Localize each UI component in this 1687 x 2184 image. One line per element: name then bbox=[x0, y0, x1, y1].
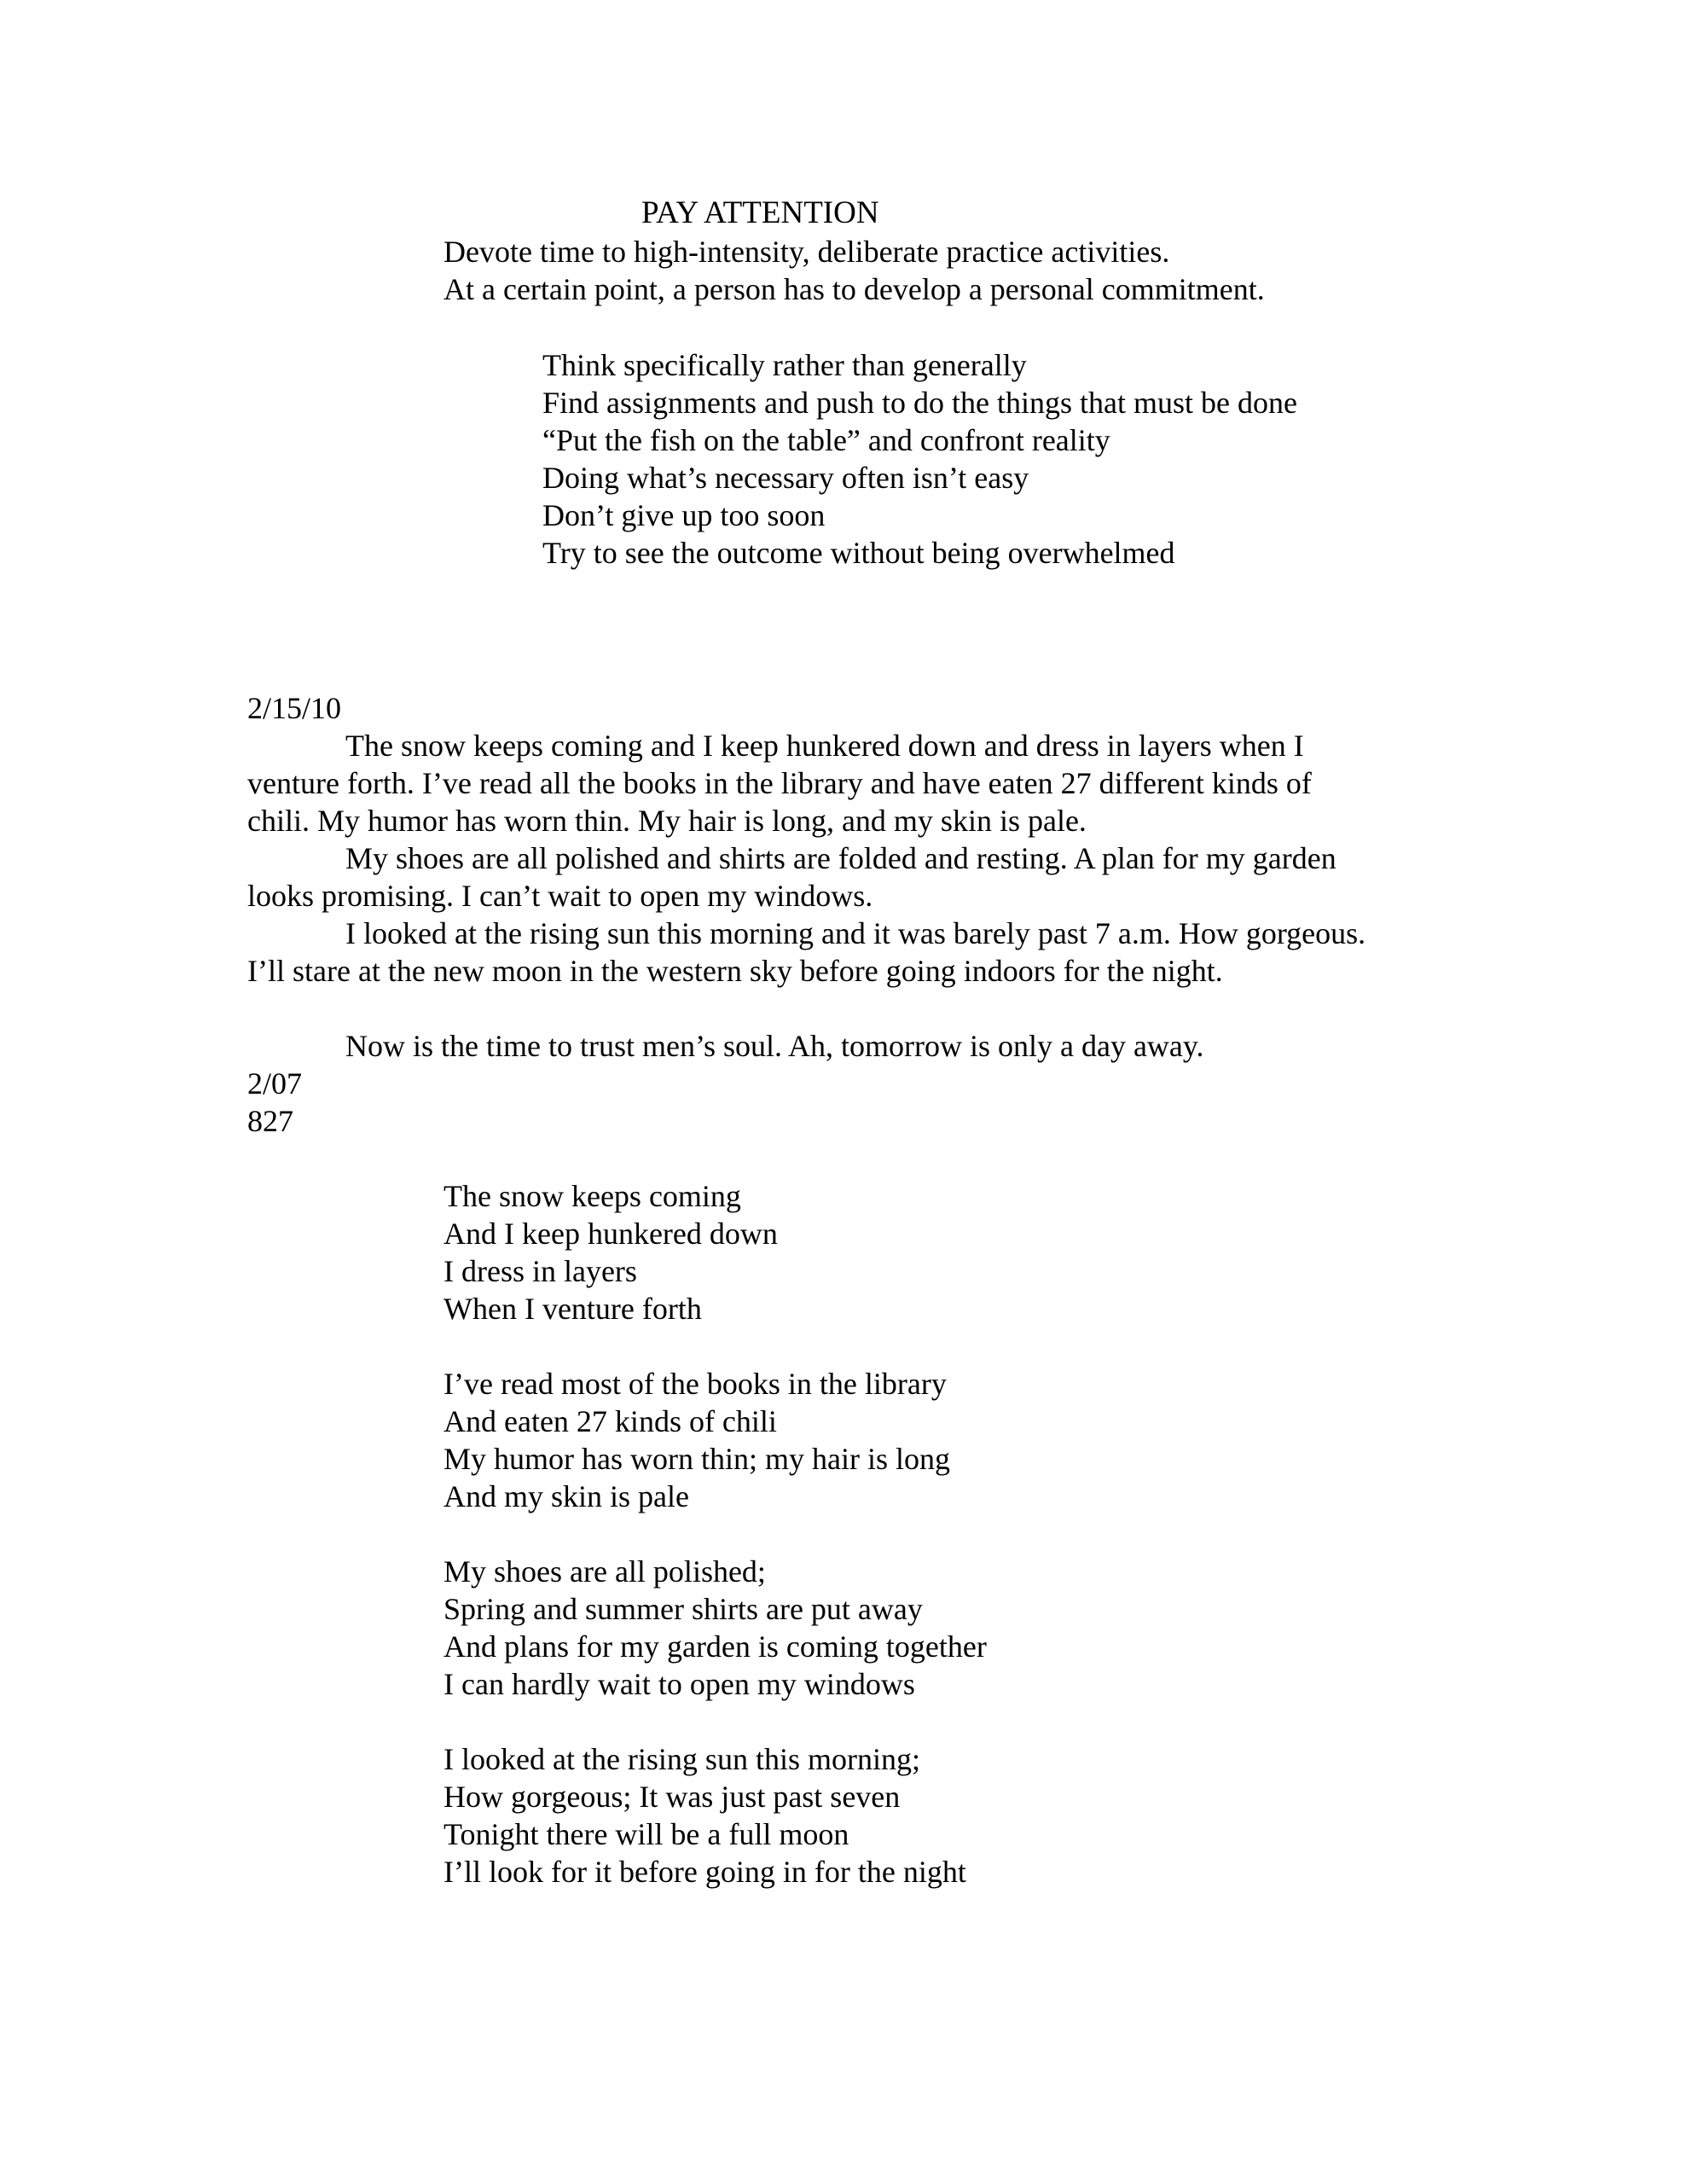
poem-line: And eaten 27 kinds of chili bbox=[443, 1404, 777, 1438]
poem-line: And plans for my garden is coming together bbox=[443, 1629, 987, 1664]
prose-line: looks promising. I can’t wait to open my windows. bbox=[247, 879, 873, 913]
prose-line: I’ll stare at the new moon in the western sky before going indoors for the night. bbox=[247, 954, 1223, 988]
point-line: Doing what’s necessary often isn’t easy bbox=[542, 461, 1029, 495]
prose-line: Now is the time to trust men’s soul. Ah, tomorrow is only a day away. bbox=[345, 1029, 1204, 1063]
prose-line: venture forth. I’ve read all the books in the library and have eaten 27 different kinds of bbox=[247, 766, 1312, 800]
poem-line: Tonight there will be a full moon bbox=[443, 1817, 849, 1851]
poem-line: And my skin is pale bbox=[443, 1479, 689, 1513]
poem-line: How gorgeous; It was just past seven bbox=[443, 1780, 901, 1814]
entry-date: 2/15/10 bbox=[247, 691, 342, 725]
poem-line: I’ll look for it before going in for the night bbox=[443, 1855, 966, 1889]
prose-line: My shoes are all polished and shirts are folded and resting. A plan for my garden bbox=[345, 841, 1336, 875]
intro-line: Devote time to high-intensity, deliberate practice activities. bbox=[443, 235, 1170, 269]
point-line: “Put the fish on the table” and confront reality bbox=[542, 423, 1110, 457]
poem-line: I can hardly wait to open my windows bbox=[443, 1667, 915, 1701]
entry-mark: 2/07 bbox=[247, 1066, 303, 1101]
prose-line: I looked at the rising sun this morning and it was barely past 7 a.m. How gorgeous. bbox=[345, 916, 1366, 950]
poem-line: My shoes are all polished; bbox=[443, 1554, 766, 1589]
point-line: Find assignments and push to do the things that must be done bbox=[542, 386, 1297, 420]
intro-line: At a certain point, a person has to develop a personal commitment. bbox=[443, 272, 1265, 306]
point-line: Try to see the outcome without being overwhelmed bbox=[542, 536, 1175, 570]
point-line: Don’t give up too soon bbox=[542, 498, 826, 532]
poem-line: The snow keeps coming bbox=[443, 1179, 741, 1213]
poem-line: My humor has worn thin; my hair is long bbox=[443, 1442, 950, 1476]
poem-line: I’ve read most of the books in the library bbox=[443, 1367, 947, 1401]
poem-line: I dress in layers bbox=[443, 1254, 637, 1288]
poem-line: When I venture forth bbox=[443, 1292, 702, 1326]
prose-line: The snow keeps coming and I keep hunkered down and dress in layers when I bbox=[345, 729, 1304, 763]
poem-line: Spring and summer shirts are put away bbox=[443, 1592, 923, 1626]
poem-line: I looked at the rising sun this morning; bbox=[443, 1742, 920, 1776]
entry-mark: 827 bbox=[247, 1104, 293, 1138]
poem-line: And I keep hunkered down bbox=[443, 1217, 778, 1251]
prose-line: chili. My humor has worn thin. My hair is long, and my skin is pale. bbox=[247, 804, 1087, 838]
document-title: PAY ATTENTION bbox=[641, 195, 879, 230]
point-line: Think specifically rather than generally bbox=[542, 348, 1027, 382]
